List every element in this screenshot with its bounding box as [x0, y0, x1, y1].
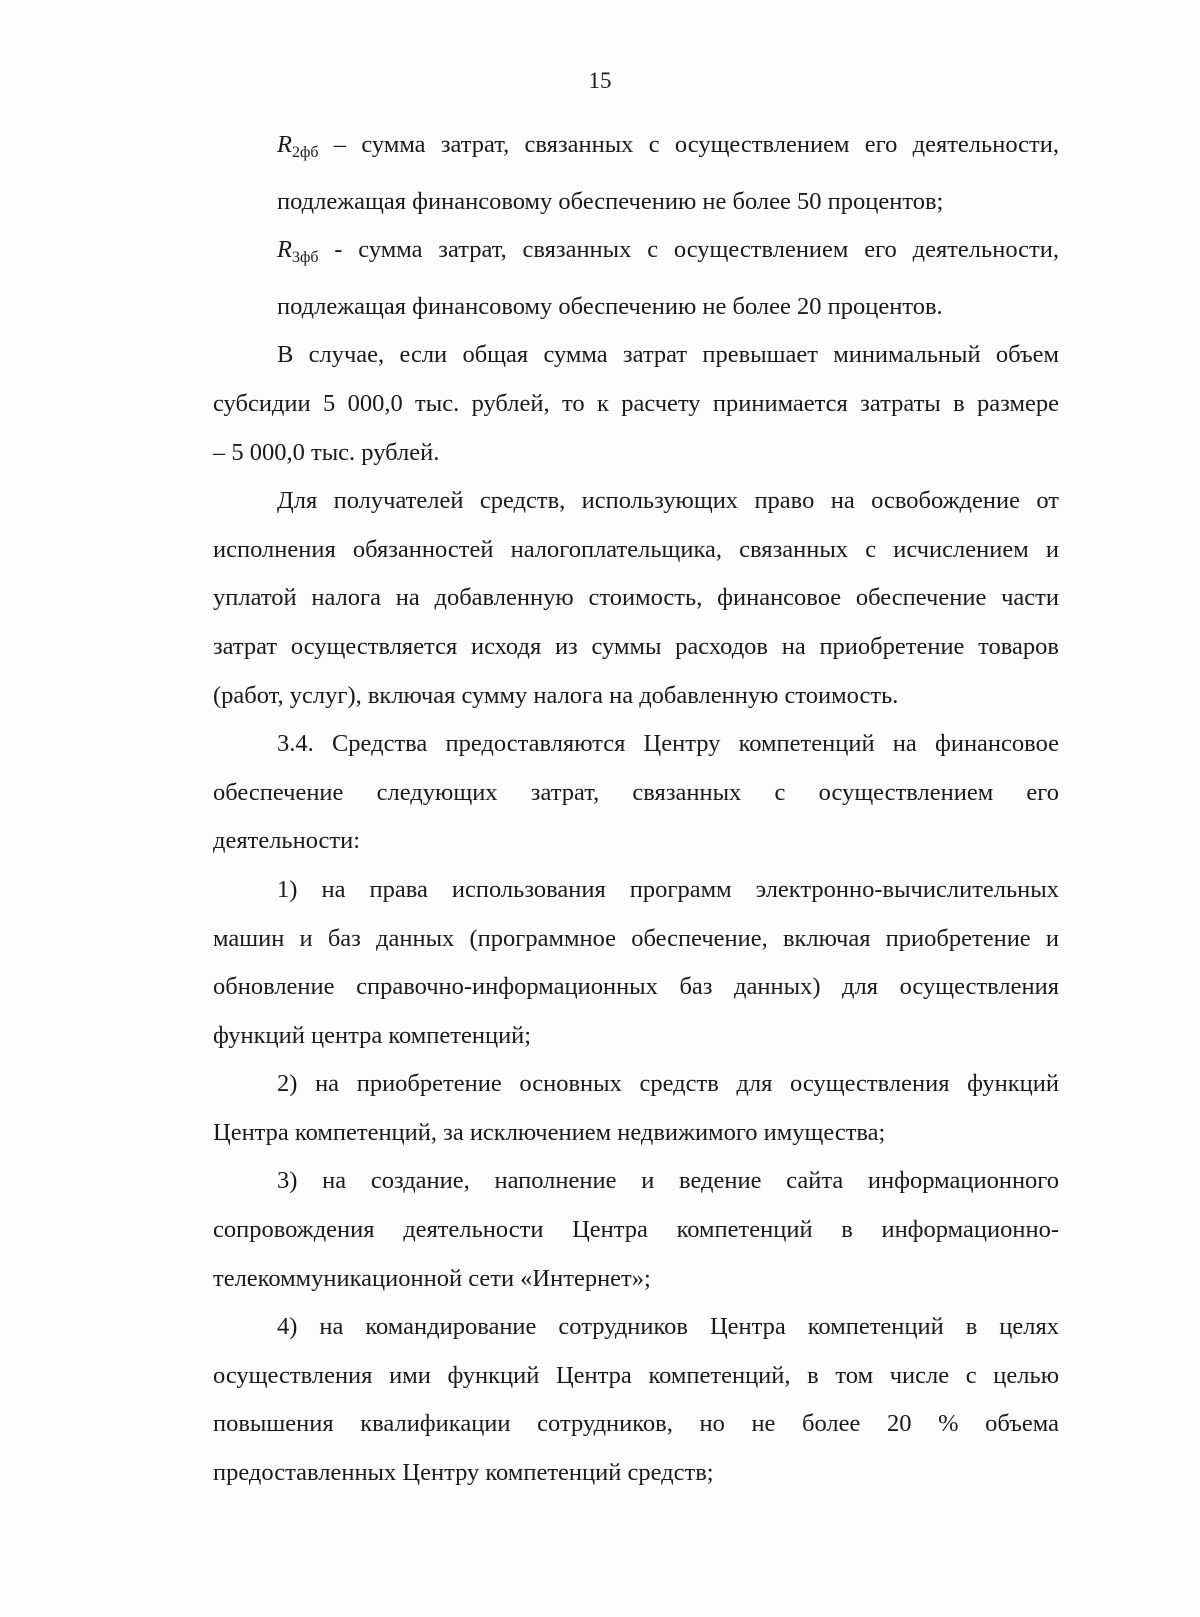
paragraph-line: подлежащая финансовому обеспечению не более 50 процентов;: [277, 187, 944, 215]
paragraph-line: осуществления ими функций Центра компетенций, в том числе с целью: [213, 1361, 1059, 1389]
paragraph-line: 3) на создание, наполнение и ведение сайта информационного: [277, 1167, 1059, 1195]
paragraph-line: обновление справочно-информационных баз данных) для осуществления: [213, 973, 1059, 1001]
paragraph-line: уплатой налога на добавленную стоимость, финансовое обеспечение части: [213, 584, 1059, 612]
paragraph-line: - сумма затрат, связанных с осуществлением его деятельности,: [318, 236, 1059, 264]
paragraph-line: повышения квалификации сотрудников, но не более 20 % объема: [213, 1410, 1059, 1438]
paragraph-line: подлежащая финансовому обеспечению не более 20 процентов.: [277, 292, 943, 320]
paragraph-limit-case: [213, 331, 1059, 477]
paragraph-line: телекоммуникационной сети «Интернет»;: [213, 1264, 651, 1292]
page-number: 15: [588, 68, 612, 93]
variable-subscript: 3фб: [291, 249, 319, 267]
paragraph-line: 3.4. Средства предоставляются Центру компетенций на финансовое: [277, 730, 1059, 758]
list-item-4: [213, 1303, 1059, 1497]
paragraph-line: предоставленных Центру компетенций средств;: [213, 1459, 714, 1487]
list-item-1: [213, 866, 1059, 1060]
paragraph-line: исполнения обязанностей налогоплательщика, связанных с исчислением и: [213, 535, 1059, 563]
paragraph-section-3-4: [213, 720, 1059, 866]
paragraph-line: Центра компетенций, за исключением недвижимого имущества;: [213, 1118, 886, 1146]
list-item-3: [213, 1157, 1059, 1303]
paragraph-line: субсидии 5 000,0 тыс. рублей, то к расчету принимается затраты в размере: [213, 389, 1059, 417]
paragraph-line: сопровождения деятельности Центра компетенций в информационно-: [213, 1216, 1059, 1244]
paragraph-line: (работ, услуг), включая сумму налога на добавленную стоимость.: [213, 681, 899, 709]
list-item-2: [213, 1060, 1059, 1157]
paragraph-line: 2) на приобретение основных средств для осуществления функций: [277, 1070, 1059, 1098]
paragraph-line: В случае, если общая сумма затрат превышает минимальный объем: [277, 341, 1059, 369]
paragraph-line: затрат осуществляется исходя из суммы расходов на приобретение товаров: [213, 632, 1059, 660]
paragraph-line: машин и баз данных (программное обеспечение, включая приобретение и: [213, 924, 1059, 952]
paragraph-line: 1) на права использования программ электронно-вычислительных: [277, 875, 1059, 903]
paragraph-vat: [213, 477, 1059, 720]
paragraph-r3-definition: [213, 226, 1059, 331]
paragraph-line: 4) на командирование сотрудников Центра компетенций в целях: [277, 1313, 1059, 1341]
paragraph-line: Для получателей средств, использующих право на освобождение от: [277, 487, 1059, 515]
paragraph-line: деятельности:: [213, 827, 361, 855]
document-body: [213, 121, 1059, 1498]
paragraph-line: обеспечение следующих затрат, связанных с осуществлением его: [213, 778, 1059, 806]
paragraph-line: – сумма затрат, связанных с осуществлением его деятельности,: [318, 131, 1059, 158]
paragraph-line: – 5 000,0 тыс. рублей.: [213, 438, 440, 466]
paragraph-line: функций центра компетенций;: [213, 1021, 532, 1049]
variable-subscript: 2фб: [291, 144, 319, 161]
variable-symbol: R: [277, 131, 292, 158]
paragraph-r2-definition: [213, 121, 1059, 226]
variable-symbol: R: [277, 236, 292, 264]
